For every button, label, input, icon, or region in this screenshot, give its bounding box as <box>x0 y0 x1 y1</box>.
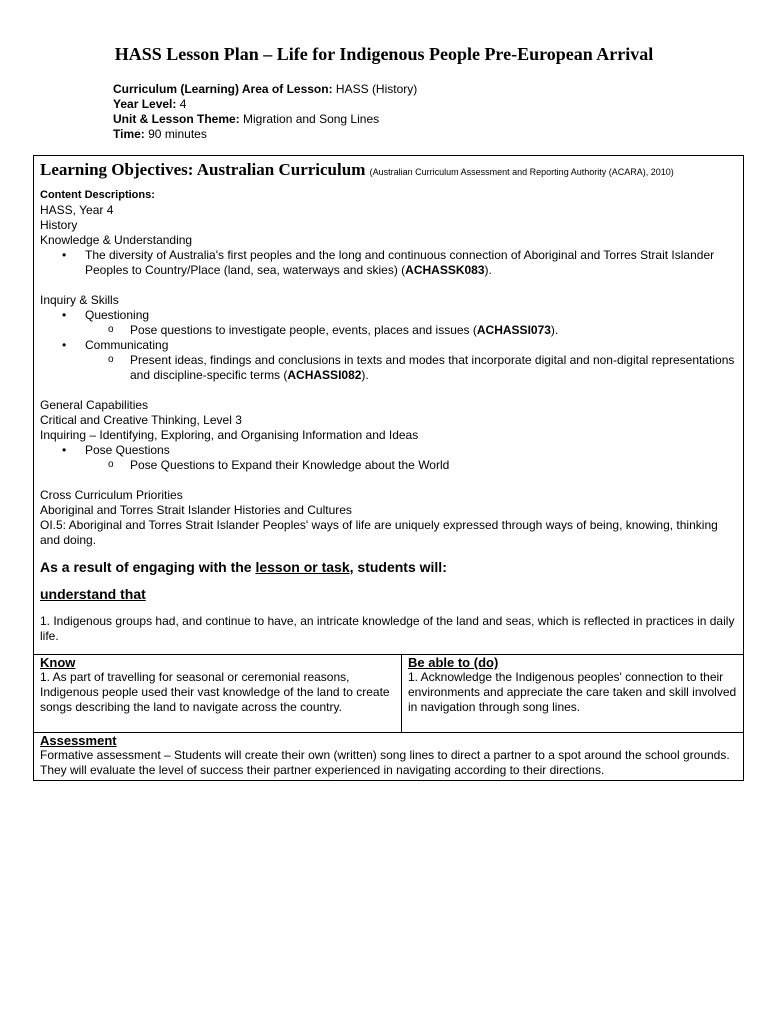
meta-time-value: 90 minutes <box>144 127 207 141</box>
objectives-heading <box>40 162 737 180</box>
result-pre: As a result of engaging with the <box>40 559 256 575</box>
meta-theme <box>113 112 417 127</box>
gc-line: Inquiring – Identifying, Exploring, and Organising Information and Ideas <box>40 428 419 442</box>
know-cell <box>34 655 402 732</box>
assessment-box <box>33 732 744 781</box>
meta-area-value: HASS (History) <box>332 82 418 96</box>
ku-code: ACHASSK083 <box>405 263 485 277</box>
assessment-heading: Assessment <box>40 733 117 748</box>
sub-code: ACHASSI073 <box>476 323 551 337</box>
sub-end: ). <box>550 323 559 337</box>
list-item: • Questioning <box>40 308 737 323</box>
sub-text: Pose questions to investigate people, events, places and issues ( <box>130 323 477 337</box>
ccp-line: Cross Curriculum Priorities <box>40 488 183 502</box>
result-underlined: lesson or task <box>255 559 350 575</box>
meta-time-label: Time: <box>113 127 145 141</box>
meta-theme-value: Migration and Song Lines <box>239 112 380 126</box>
objectives-heading-source: (Australian Curriculum Assessment and Reporting Authority (ACARA), 2010) <box>369 167 674 177</box>
understand-heading: understand that <box>40 586 146 602</box>
meta-time <box>113 127 417 142</box>
do-cell <box>402 655 743 732</box>
result-post: , students will: <box>349 559 447 575</box>
list-subitem: o Pose Questions to Expand their Knowledge about the World <box>40 458 737 473</box>
lesson-meta <box>113 82 417 142</box>
gc-line: Critical and Creative Thinking, Level 3 <box>40 413 242 427</box>
know-heading: Know <box>40 655 76 670</box>
objectives-heading-text: Learning Objectives: Australian Curriculum <box>40 160 370 179</box>
ku-end: ). <box>484 263 492 277</box>
meta-theme-label: Unit & Lesson Theme: <box>113 112 240 126</box>
assessment-text: Formative assessment – Students will create their own (written) song lines to direct a partner to a spot around the school grounds. They will evaluate the level of success their partner experienced in navigating according to their directions. <box>40 748 730 777</box>
sub-text: Present ideas, findings and conclusions in texts and modes that incorporate digital and non-digital representations and discipline-specific terms ( <box>130 353 735 382</box>
ccp-line: Aboriginal and Torres Strait Islander Histories and Cultures <box>40 503 352 517</box>
cd-line: History <box>40 218 78 232</box>
learning-objectives-box <box>33 155 744 655</box>
meta-area <box>113 82 417 97</box>
meta-year-label: Year Level: <box>113 97 177 111</box>
list-item: • Communicating <box>40 338 737 353</box>
know-do-table <box>33 654 744 733</box>
meta-area-label: Curriculum (Learning) Area of Lesson: <box>113 82 333 96</box>
know-text: 1. As part of travelling for seasonal or ceremonial reasons, Indigenous people used their vast knowledge of the land to create songs describing the land to navigate across the country. <box>40 670 390 714</box>
inquiry-list <box>40 308 737 383</box>
document-title: HASS Lesson Plan – Life for Indigenous People Pre-European Arrival <box>114 44 654 64</box>
result-heading <box>40 560 737 575</box>
content-descriptions-label: Content Descriptions: <box>40 189 155 201</box>
meta-year <box>113 97 417 112</box>
do-heading: Be able to (do) <box>408 655 499 670</box>
sub-code: ACHASSI082 <box>287 368 362 382</box>
do-text: 1. Acknowledge the Indigenous peoples' connection to their environments and appreciate the care taken and skill involved in navigation through song lines. <box>408 670 737 714</box>
gc-line: General Capabilities <box>40 398 149 412</box>
list-subitem <box>40 353 737 383</box>
gc-list <box>40 443 737 473</box>
meta-year-value: 4 <box>176 97 187 111</box>
ku-list <box>40 248 737 278</box>
inquiry-label: Inquiry & Skills <box>40 293 119 307</box>
list-subitem <box>40 323 737 338</box>
cd-line: Knowledge & Understanding <box>40 233 193 247</box>
cd-line: HASS, Year 4 <box>40 203 114 217</box>
understand-text: 1. Indigenous groups had, and continue to have, an intricate knowledge of the land and seas, which is reflected in practices in daily life. <box>40 614 735 643</box>
sub-end: ). <box>361 368 369 382</box>
ccp-line: OI.5: Aboriginal and Torres Strait Islander Peoples' ways of life are uniquely expressed through ways of being, knowing, thinking and doing. <box>40 518 718 547</box>
list-item <box>40 248 737 278</box>
list-item: • Pose Questions <box>40 443 737 458</box>
ku-text: The diversity of Australia's first peoples and the long and continuous connection of Aboriginal and Torres Strait Islander Peoples to Country/Place (land, sea, waterways and skies) ( <box>85 248 715 277</box>
